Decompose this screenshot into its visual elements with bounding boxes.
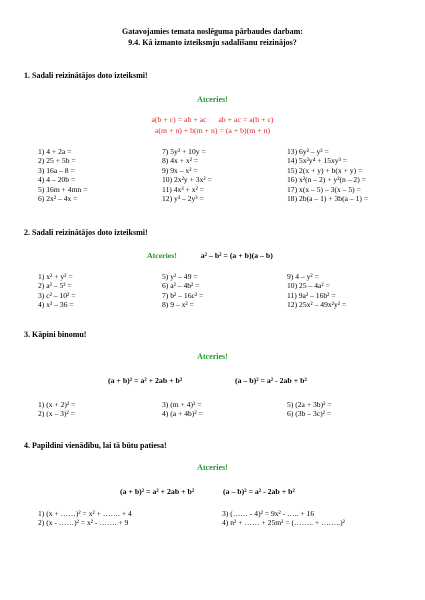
section-2-title: 2. Sadali reizinātājos doto izteiksmi! <box>24 228 148 237</box>
section-4-column-1 <box>38 509 132 528</box>
section-3-formula-left: (a + b)² = a² + 2ab + b² <box>108 376 183 385</box>
section-4-title: 4. Papildini vienādību, lai tā būtu patiesa! <box>24 441 167 450</box>
exercise: 3) (m + 4)² = <box>162 400 202 409</box>
exercise: 4) x² – 36 = <box>38 300 74 310</box>
section-3-remember: Atceries! <box>197 352 228 361</box>
exercise: 2) (x - ……)² = x² - ……. + 9 <box>38 518 129 528</box>
exercise: 1) (x + ……)² = x² + ……. + 4 <box>38 509 132 518</box>
exercise: 4) 4 – 20b = <box>38 175 76 185</box>
section-1-title: 1. Sadali reizinātājos doto izteiksmi! <box>24 71 148 80</box>
section-1-column-2 <box>162 147 212 203</box>
exercise: 4) (a + 4b)² = <box>162 409 203 419</box>
exercise: 1) (x + 2)² = <box>38 400 76 409</box>
section-1-formula-2: a(m + n) + b(m + n) = (a + b)(m + n) <box>154 126 271 135</box>
section-3-formula-right: (a – b)² = a² - 2ab + b² <box>235 376 307 385</box>
section-3-column-2 <box>162 400 203 419</box>
exercise: 5) (2a + 3b)² = <box>287 400 332 409</box>
exercise: 15) 2(x + y) + b(x + y) = <box>287 165 363 175</box>
formula-factor-out: ab + ac = a(b + c) <box>218 115 274 124</box>
exercise: 13) 6y² – y³ = <box>287 147 329 156</box>
section-3-column-1 <box>38 400 75 419</box>
section-4-column-2 <box>222 509 345 528</box>
exercise: 6) a² – 4b² = <box>162 281 200 291</box>
section-2-column-3 <box>287 272 346 310</box>
exercise: 11) 9a² – 16b² = <box>287 290 336 300</box>
section-1-remember: Atceries! <box>197 95 228 104</box>
exercise: 5) y² – 49 = <box>162 272 198 281</box>
exercise: 10) 2x²y + 3x² = <box>162 175 212 185</box>
exercise: 17) x(x – 5) – 3(x – 5) = <box>287 184 361 194</box>
exercise: 6) (3b – 3c)² = <box>287 409 332 419</box>
section-2-remember: Atceries! <box>147 251 177 260</box>
section-4-remember: Atceries! <box>197 463 228 472</box>
section-2-formula: a² – b² = (a + b)(a – b) <box>200 251 273 260</box>
exercise: 7) b² – 16c² = <box>162 290 204 300</box>
exercise: 9) 9x – x² = <box>162 165 198 175</box>
exercise: 16) x²(n – 2) + y²(n – 2) = <box>287 175 366 185</box>
exercise: 12) 25x² – 49x²y² = <box>287 300 347 310</box>
section-1-column-3 <box>287 147 368 203</box>
exercise: 7) 5y² + 10y = <box>162 147 206 156</box>
worksheet-header <box>0 27 425 48</box>
exercise: 10) 25 – 4a² = <box>287 281 330 291</box>
section-3-title: 3. Kāpini binomu! <box>24 330 87 339</box>
exercise: 3) c² – 10² = <box>38 290 76 300</box>
exercise: 14) 5x²y⁴ + 15xy³ = <box>287 156 348 166</box>
exercise: 6) 2x² – 4x = <box>38 193 78 203</box>
exercise: 2) (x – 3)² = <box>38 409 75 419</box>
exercise: 3) (…… - 4)² = 9x² - ….. + 16 <box>222 509 315 518</box>
section-2-formula-row <box>147 251 273 260</box>
header-line-2: 9.4. Kā izmanto izteiksmju sadalīšanu reizinājos? <box>128 37 297 47</box>
exercise: 12) y³ – 2y³ = <box>162 193 204 203</box>
exercise: 8) 4x + x² = <box>162 156 199 166</box>
section-1-formula-1 <box>0 115 425 126</box>
header-line-1: Gatavojamies temata noslēguma pārbaudes darbam: <box>122 27 303 36</box>
section-4-formula-right: (a – b)² = a² - 2ab + b² <box>223 487 295 496</box>
exercise: 11) 4x³ + x² = <box>162 184 204 194</box>
exercise: 2) a² – 5² = <box>38 281 72 291</box>
exercise: 9) 4 – y² = <box>287 272 319 281</box>
exercise: 18) 2b(a – 1) + 3b(a – 1) = <box>287 193 369 203</box>
exercise: 1) x² + y² = <box>38 272 73 281</box>
section-4-formula-left: (a + b)² = a² + 2ab + b² <box>120 487 195 496</box>
exercise: 3) 16a – 8 = <box>38 165 75 175</box>
exercise: 1) 4 + 2a = <box>38 147 72 156</box>
section-3-column-3 <box>287 400 332 419</box>
exercise: 4) n² + …… + 25m² = (…….. + ……..)² <box>222 518 345 528</box>
section-2-column-1 <box>38 272 76 310</box>
formula-distributive: a(b + c) = ab + ac <box>151 115 207 124</box>
exercise: 8) 9 – x² = <box>162 300 194 310</box>
exercise: 5) 16m + 4mn = <box>38 184 88 194</box>
exercise: 2) 25 + 5b = <box>38 156 76 166</box>
section-1-column-1 <box>38 147 88 203</box>
section-2-column-2 <box>162 272 203 310</box>
